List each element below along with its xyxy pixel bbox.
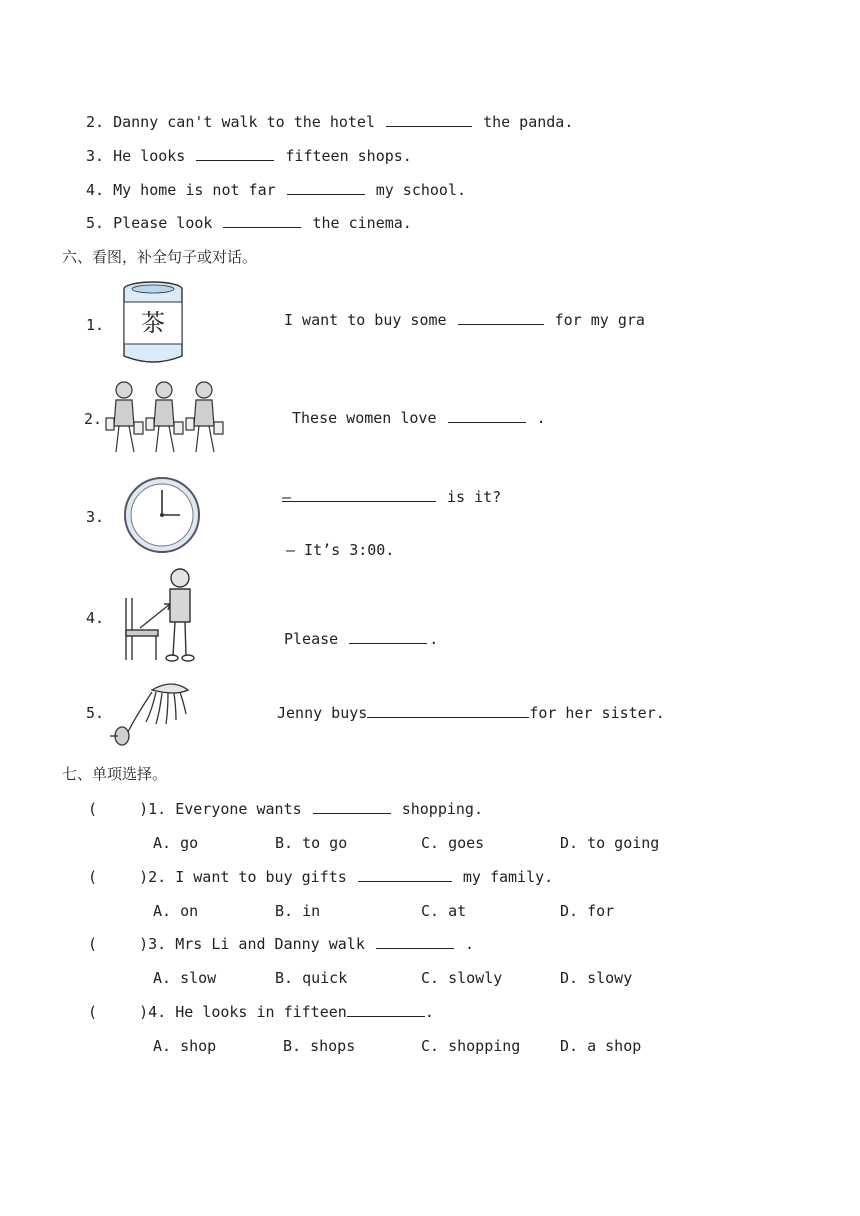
picture-sentence-4 xyxy=(284,629,438,649)
item-number: 1. xyxy=(86,316,105,334)
sentence-after: is it? xyxy=(447,488,502,506)
fill-blank-item-4 xyxy=(86,180,466,200)
section-7-heading: 七、单项选择。 xyxy=(62,765,168,783)
option-d[interactable]: D. for xyxy=(560,902,615,920)
option-c[interactable]: C. goes xyxy=(421,834,485,852)
question-number: 1. xyxy=(148,800,167,818)
option-a[interactable]: A. go xyxy=(153,834,199,852)
sentence-after: . xyxy=(536,409,546,427)
option-b[interactable]: B. in xyxy=(275,902,321,920)
question-before: Mrs Li and Danny walk xyxy=(175,935,365,953)
item-number: 2. xyxy=(86,113,105,131)
sentence-before: Danny can't walk to the hotel xyxy=(113,113,375,131)
option-c[interactable]: C. at xyxy=(421,902,467,920)
item-number: 5. xyxy=(86,704,105,722)
sentence-after: . xyxy=(429,630,439,648)
item-number: 4. xyxy=(86,181,105,199)
sentence-after: fifteen shops. xyxy=(285,147,412,165)
question-before: He looks in fifteen xyxy=(175,1003,347,1021)
sentence-before: He looks xyxy=(113,147,186,165)
sentence-before: Please xyxy=(284,630,339,648)
answer-paren-close: ) xyxy=(139,800,149,818)
section-6-heading: 六、看图，补全句子或对话。 xyxy=(62,248,258,266)
question-after: shopping. xyxy=(401,800,483,818)
fill-blank-item-2 xyxy=(86,112,573,132)
question-before: I want to buy gifts xyxy=(175,868,347,886)
kite-icon xyxy=(106,676,196,750)
question-before: Everyone wants xyxy=(175,800,302,818)
answer-blank[interactable] xyxy=(458,310,544,325)
sentence-before: Please look xyxy=(113,214,213,232)
answer-paren-open[interactable]: ( xyxy=(88,935,98,953)
choice-question-2 xyxy=(88,867,553,887)
question-number: 4. xyxy=(148,1003,167,1021)
question-number: 3. xyxy=(148,935,167,953)
answer-blank[interactable] xyxy=(347,1002,425,1017)
sentence-after: the cinema. xyxy=(312,214,412,232)
option-b[interactable]: B. shops xyxy=(283,1037,356,1055)
option-c[interactable]: C. shopping xyxy=(421,1037,521,1055)
answer-blank[interactable] xyxy=(386,112,472,127)
clock-icon xyxy=(122,475,202,555)
picture-sentence-5 xyxy=(277,703,665,723)
picture-answer-3: — It’s 3:00. xyxy=(286,541,395,559)
answer-paren-close: ) xyxy=(139,935,149,953)
option-d[interactable]: D. a shop xyxy=(560,1037,642,1055)
answer-blank[interactable] xyxy=(287,180,365,195)
sentence-before: I want to buy some xyxy=(284,311,447,329)
option-a[interactable]: A. shop xyxy=(153,1037,217,1055)
option-b[interactable]: B. to go xyxy=(275,834,348,852)
option-d[interactable]: D. slowy xyxy=(560,969,633,987)
answer-blank[interactable] xyxy=(282,487,436,506)
question-after: my family. xyxy=(462,868,554,886)
answer-paren-open[interactable]: ( xyxy=(88,800,98,818)
answer-paren-close: ) xyxy=(139,868,149,886)
sentence-before: These women love xyxy=(292,409,437,427)
item-number: 5. xyxy=(86,214,105,232)
sentence-after: for her sister. xyxy=(529,704,665,722)
answer-blank[interactable] xyxy=(358,867,452,882)
tea-character: 茶 xyxy=(141,309,165,337)
answer-paren-close: ) xyxy=(139,1003,149,1021)
answer-blank[interactable] xyxy=(367,703,529,718)
option-a[interactable]: A. slow xyxy=(153,969,217,987)
tea-can-icon xyxy=(122,280,184,366)
choice-question-3 xyxy=(88,934,474,954)
question-after: . xyxy=(464,935,474,953)
question-number: 2. xyxy=(148,868,167,886)
answer-paren-open[interactable]: ( xyxy=(88,868,98,886)
boy-and-chair-icon xyxy=(120,564,200,664)
answer-blank[interactable] xyxy=(448,408,526,423)
sentence-before: Jenny buys xyxy=(277,704,368,722)
sentence-after: the panda. xyxy=(483,113,574,131)
picture-sentence-2 xyxy=(292,408,546,428)
answer-blank[interactable] xyxy=(196,146,274,161)
item-number: 3. xyxy=(86,508,105,526)
sentence-after: my school. xyxy=(375,181,467,199)
shopping-women-icon xyxy=(104,378,228,460)
answer-blank[interactable] xyxy=(349,629,427,644)
picture-question-3 xyxy=(282,487,501,507)
answer-blank[interactable] xyxy=(313,799,391,814)
dialogue-dash: — xyxy=(282,488,292,506)
choice-question-1 xyxy=(88,799,483,819)
question-after: . xyxy=(424,1003,434,1021)
fill-blank-item-3 xyxy=(86,146,412,166)
option-b[interactable]: B. quick xyxy=(275,969,348,987)
item-number: 2. xyxy=(84,410,103,428)
option-d[interactable]: D. to going xyxy=(560,834,660,852)
option-a[interactable]: A. on xyxy=(153,902,199,920)
option-c[interactable]: C. slowly xyxy=(421,969,503,987)
fill-blank-item-5 xyxy=(86,213,412,233)
sentence-before: My home is not far xyxy=(113,181,276,199)
answer-blank[interactable] xyxy=(223,213,301,228)
sentence-after: for my gra xyxy=(554,311,645,329)
item-number: 4. xyxy=(86,609,105,627)
picture-sentence-1 xyxy=(284,310,645,330)
answer-blank[interactable] xyxy=(376,934,454,949)
answer-paren-open[interactable]: ( xyxy=(88,1003,98,1021)
choice-question-4 xyxy=(88,1002,434,1022)
item-number: 3. xyxy=(86,147,105,165)
